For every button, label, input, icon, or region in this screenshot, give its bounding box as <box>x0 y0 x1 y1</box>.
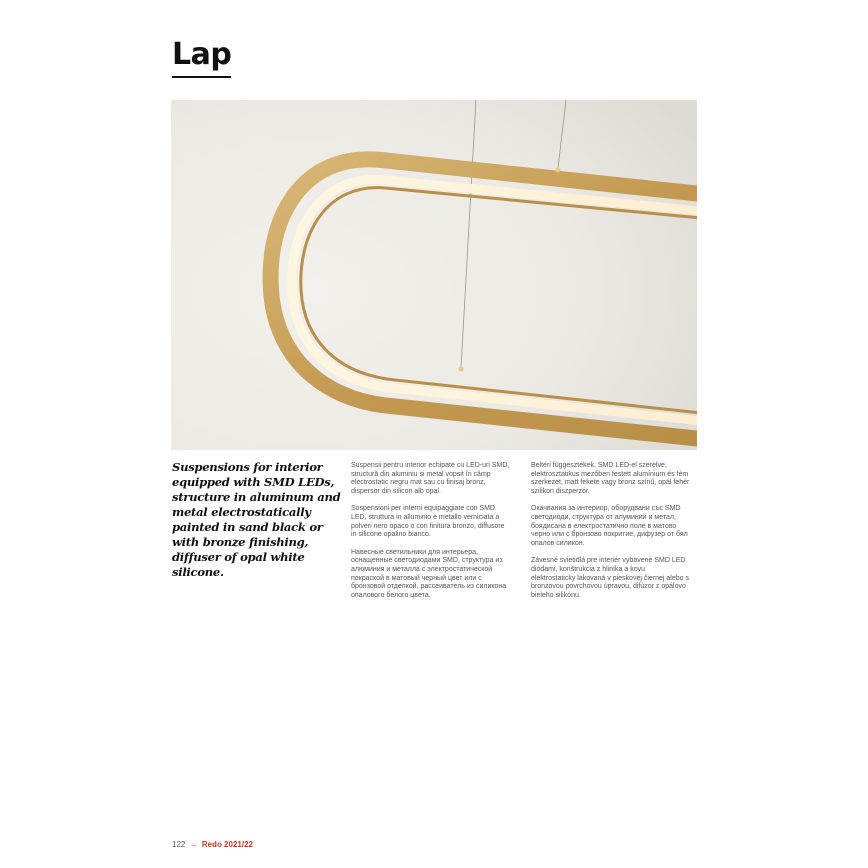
description-slovak: Závesné svietidlá pre interiér vybavené SMD LED diódami, konštrukcia z hliníka a kovu elektrostaticky lakovaná v pieskovej čiernej alebo s bronzovou povrchovou úpravou, difúzor z opálovo bieleho silikónu. <box>531 557 689 599</box>
page-title: Lap <box>172 36 231 78</box>
lap-lamp-illustration <box>171 100 697 450</box>
attachment-point-right <box>556 168 561 173</box>
description-italian: Sospensioni per interni equipaggiate con SMD LED, struttura in alluminio e metallo verniciata a polveri nero opaco o con finitura bronzo, diffusore in silicone opalino bianco. <box>351 505 505 539</box>
description-hungarian: Beltéri függesztékek, SMD LED-el szerelve, elektrosztatikus mezőben festett alumínium és fém szerkezet, matt fekete vagy bronz színű, opál fehér szilikon diszperzór. <box>531 462 690 495</box>
product-photo <box>171 100 697 450</box>
description-column-left <box>351 462 511 609</box>
attachment-point-left <box>459 367 464 372</box>
catalog-brand: Redo 2021/22 <box>201 840 253 849</box>
description-russian: Навесные светильники для интерьера, оснащенные светодиодами SMD, структура из алюминия и металла с электростатической покраской в матовый черный цвет или с бронзовой отделкой, рассеиватель из силикона опалового белого цвета. <box>351 548 507 599</box>
wall-background <box>171 100 697 450</box>
page-number: 122 <box>172 840 186 849</box>
description-romanian: Suspensii pentru interior echipate cu LED-uri SMD, structură din aluminiu și metal vopsit în câmp electrostatic negru mat sau cu finisaj bronz, dispersor din silicon alb opal. <box>351 462 510 495</box>
description-bulgarian: Окачвания за интериор, оборудвани със SMD светодиоди, структура от алуминий и метал, боядисана в електростатично поле в матово черно или с бронзово покритие, дифузер от бял опалов силикон. <box>531 505 688 547</box>
product-tagline: Suspensions for interior equipped with SMD LEDs, structure in aluminum and metal electrostatically painted in sand black or with bronze finishing, diffuser of opal white silicone. <box>172 460 341 579</box>
page-footer <box>172 840 253 849</box>
arrow-icon: → <box>189 840 198 849</box>
description-column-right <box>531 462 691 609</box>
